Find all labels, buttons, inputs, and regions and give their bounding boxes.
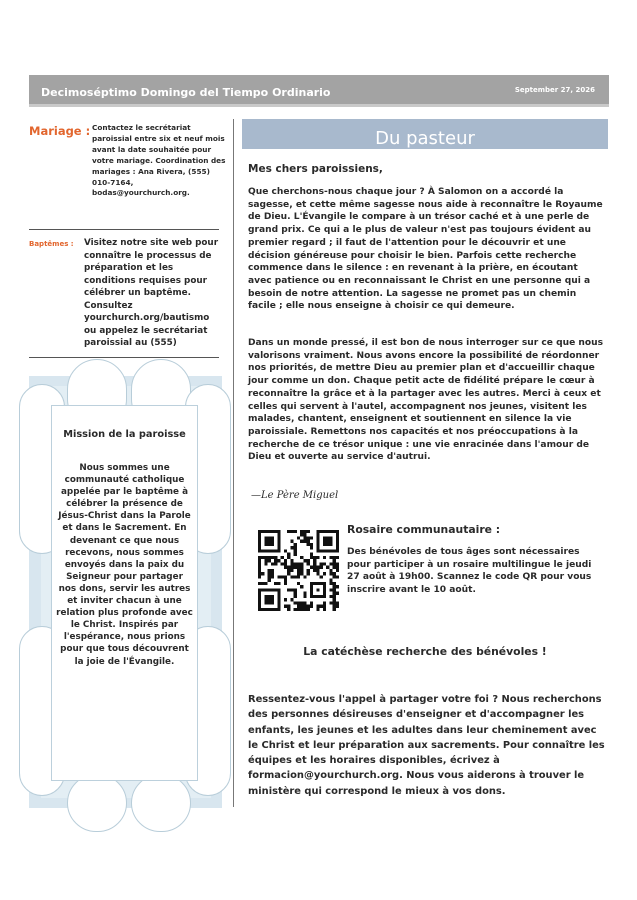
pastor-paragraph: Dans un monde pressé, il est bon de nous interroger sur ce que nous valorisons vraiment. Nous avons encore la possibilité de réordonner nos priorités, de mettre Dieu au premier plan et d'accueillir chaque jour comme un don. Chaque petit acte de fidélité prépare le cœur à reconnaître la grâce et à la partager avec les autres. Merci à ceux et celles qui servent à l'autel, accompagnent nos jeunes, visitent les malades, chantent, enseignent et soutiennent en silence la vie paroissiale. Remettons nos capacités et nos préoccupations à la recherche de ce trésor unique : une vie enracinée dans l'amour de Dieu et ouverte au service d'autrui. bbox=[248, 338, 604, 463]
catechese-text: Ressentez-vous l'appel à partager votre foi ? Nous recherchons des personnes désireuses d'enseigner et d'accompagner les enfants, les jeunes et les adultes dans leur cheminement avec le Christ et leur préparation aux sacrements. Pour connaître les équipes et les horaires disponibles, écrivez à formacion@yourchurch.org. Nous vous aiderons à trouver le ministère qui correspond le mieux à vos dons. bbox=[248, 694, 605, 797]
mariage-label: Mariage : bbox=[29, 124, 91, 138]
section-divider bbox=[29, 357, 219, 358]
rosaire-text: Des bénévoles de tous âges sont nécessaires pour participer à un rosaire multilingue le jeudi 27 août à 19h00. Scannez le code QR pour vous inscrire avant le 10 août. bbox=[347, 547, 592, 595]
pastor-title: Du pasteur bbox=[375, 128, 475, 149]
section-divider bbox=[29, 229, 219, 230]
mission-title: Mission de la paroisse bbox=[63, 429, 186, 440]
baptemes-text: Visitez notre site web pour connaître le processus de préparation et les conditions requises pour célébrer un baptême. Consultez yourchurch.org/bautismo ou appelez le secrétariat paroissial au (555) bbox=[84, 238, 219, 348]
pastor-greeting: Mes chers paroissiens, bbox=[248, 163, 383, 175]
decorative-bubble bbox=[131, 774, 191, 832]
rosaire-title: Rosaire communautaire : bbox=[347, 523, 501, 536]
mariage-text: Contactez le secrétariat paroissial entre six et neuf mois avant la date souhaitée pour votre mariage. Coordination des mariages : Ana Rivera, (555) 010-7164, bodas@yourchurch.org. bbox=[92, 123, 226, 198]
baptemes-label: Baptêmes : bbox=[29, 240, 74, 248]
bulletin-title: Decimoséptimo Domingo del Tiempo Ordinario bbox=[41, 86, 331, 99]
pastor-paragraph: Que cherchons-nous chaque jour ? À Salomon on a accordé la sagesse, et cette même sagesse nous aide à reconnaître le Royaume de Dieu. L'Évangile le compare à un trésor caché et à une perle de grand prix. Ce qui a le plus de valeur n'est pas toujours évident au premier regard ; il faut de l'attention pour le découvrir et une décision généreuse pour choisir le bien. Parfois cette recherche commence dans le silence : en revenant à la prière, en écoutant avec patience ou en reconnaissant le Christ en une personne qui a besoin de notre attention. La sagesse ne promet pas un chemin facile ; elle nous enseigne à choisir ce qui demeure. bbox=[248, 187, 603, 312]
header-band bbox=[29, 75, 609, 107]
pastor-signature: —Le Père Miguel bbox=[251, 490, 339, 501]
column-divider bbox=[233, 119, 234, 807]
mission-text: Nous sommes une communauté catholique appelée par le baptême à célébrer la présence de Jésus-Christ dans la Parole et dans le Sacrement. En devenant ce que nous recevons, nous sommes envoyés dans la paix du Seigneur pour partager nos dons, servir les autres et inviter chacun à une relation plus profonde avec le Christ. Inspirés par l'espérance, nous prions pour que tous découvrent la joie de l'Évangile. bbox=[56, 463, 193, 667]
qr-code-icon[interactable] bbox=[258, 528, 339, 613]
bulletin-date: September 27, 2026 bbox=[514, 86, 595, 94]
pastor-band bbox=[242, 119, 608, 149]
catechese-title: La catéchèse recherche des bénévoles ! bbox=[303, 645, 547, 658]
decorative-bubble bbox=[67, 774, 127, 832]
